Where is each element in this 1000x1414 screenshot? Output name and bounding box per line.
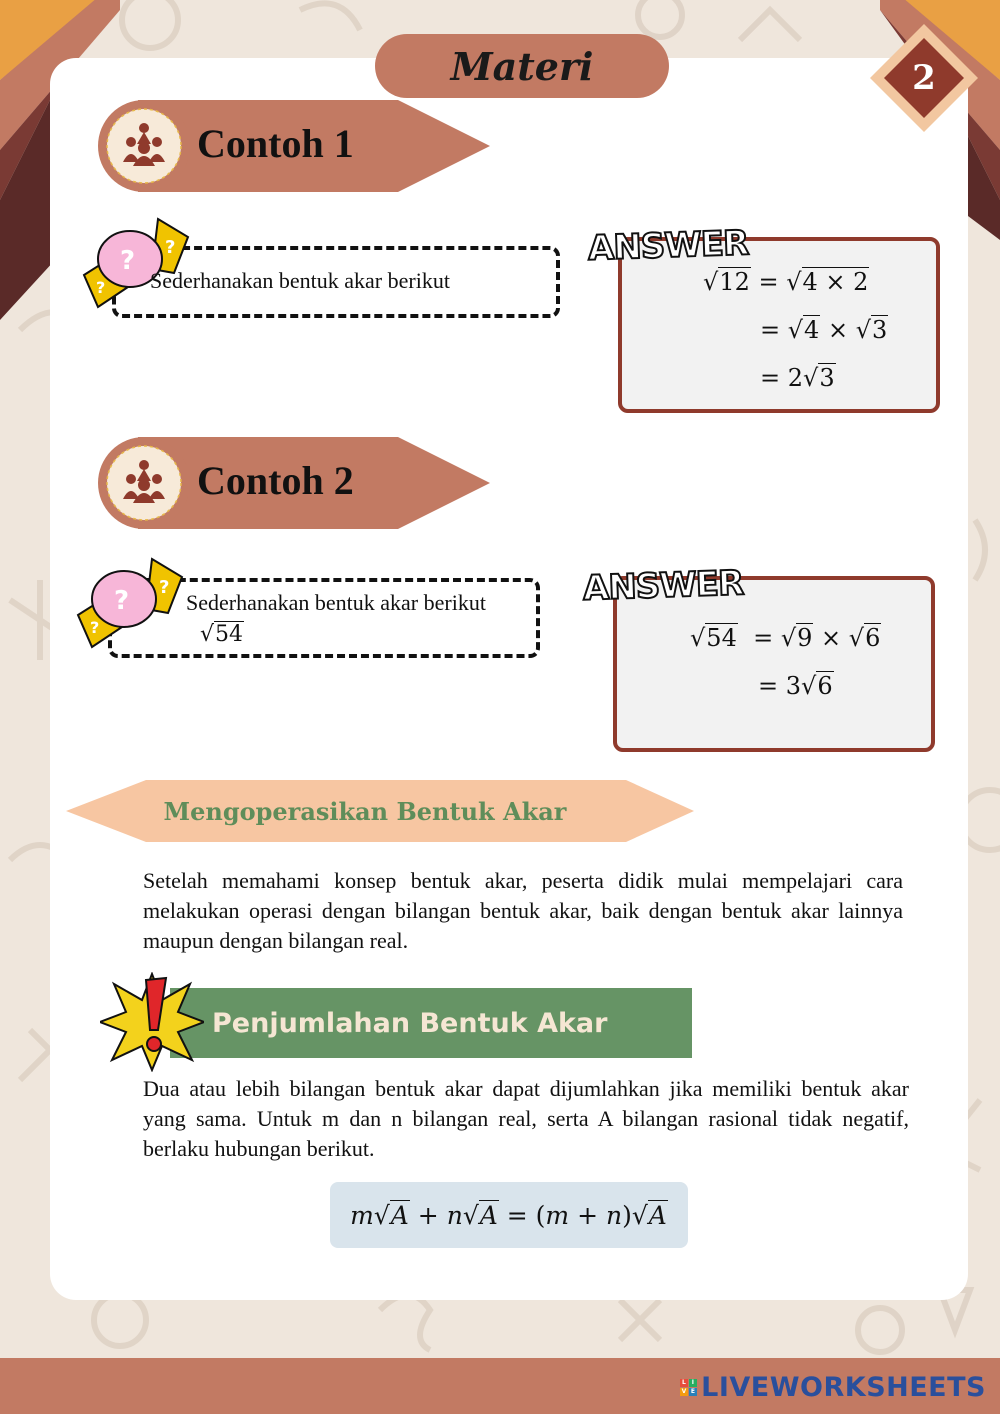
group-people-icon [121,122,167,168]
page-number: 2 [912,58,936,98]
section2-body: Dua atau lebih bilangan bentuk akar dapat dijumlahkan jika memiliki bentuk akar yang sama. Untuk m dan n bilangan real, serta A bilangan rasional tidak negatif, berlaku hubungan berikut. [143,1076,909,1161]
example2-answer-line1: √54 = √9 × √6 [690,624,881,652]
group-people-icon [121,459,167,505]
svg-text:?: ? [114,586,130,616]
svg-text:?: ? [120,246,136,276]
svg-text:?: ? [90,618,100,637]
section2-title: Penjumlahan Bentuk Akar [212,1007,608,1039]
example2-question: Sederhanakan bentuk akar berikut [186,590,486,615]
question-bubbles-icon [80,215,192,310]
exclamation-burst-icon [100,972,204,1072]
example2-question-radical: √54 [200,622,244,647]
liveworksheets-icon: L I V E [681,1378,696,1395]
svg-text:?: ? [159,577,170,598]
example2-title: Contoh 2 [197,458,354,503]
brand-label: LIVEWORKSHEETS [701,1371,986,1403]
section1-body: Setelah memahami konsep bentuk akar, peserta didik mulai mempelajari cara melakukan operasi dengan bilangan bentuk akar, baik dengan bentuk akar lainnya maupun dengan bilangan real. [143,868,903,953]
example1-title: Contoh 1 [197,121,354,166]
example2-answer-line2: = 3√6 [758,672,833,700]
example2-answer-tag: ANSWER [582,563,744,609]
example1-answer-line1: √12 = √4 × 2 [703,268,869,296]
example1-answer-tag: ANSWER [587,223,749,269]
example1-answer-line2: = √4 × √3 [760,316,888,344]
svg-text:?: ? [96,278,106,297]
question-bubbles-icon [74,555,186,650]
addition-formula: m √A + n √A = ( m + n ) √A [330,1182,688,1248]
svg-text:?: ? [165,237,176,258]
section1-title: Mengoperasikan Bentuk Akar [163,796,567,826]
example1-answer-line3: = 2√3 [760,364,835,392]
page-title: Materi [375,34,669,98]
liveworksheets-logo[interactable] [680,1372,986,1402]
example1-question: Sederhanakan bentuk akar berikut [150,268,450,293]
